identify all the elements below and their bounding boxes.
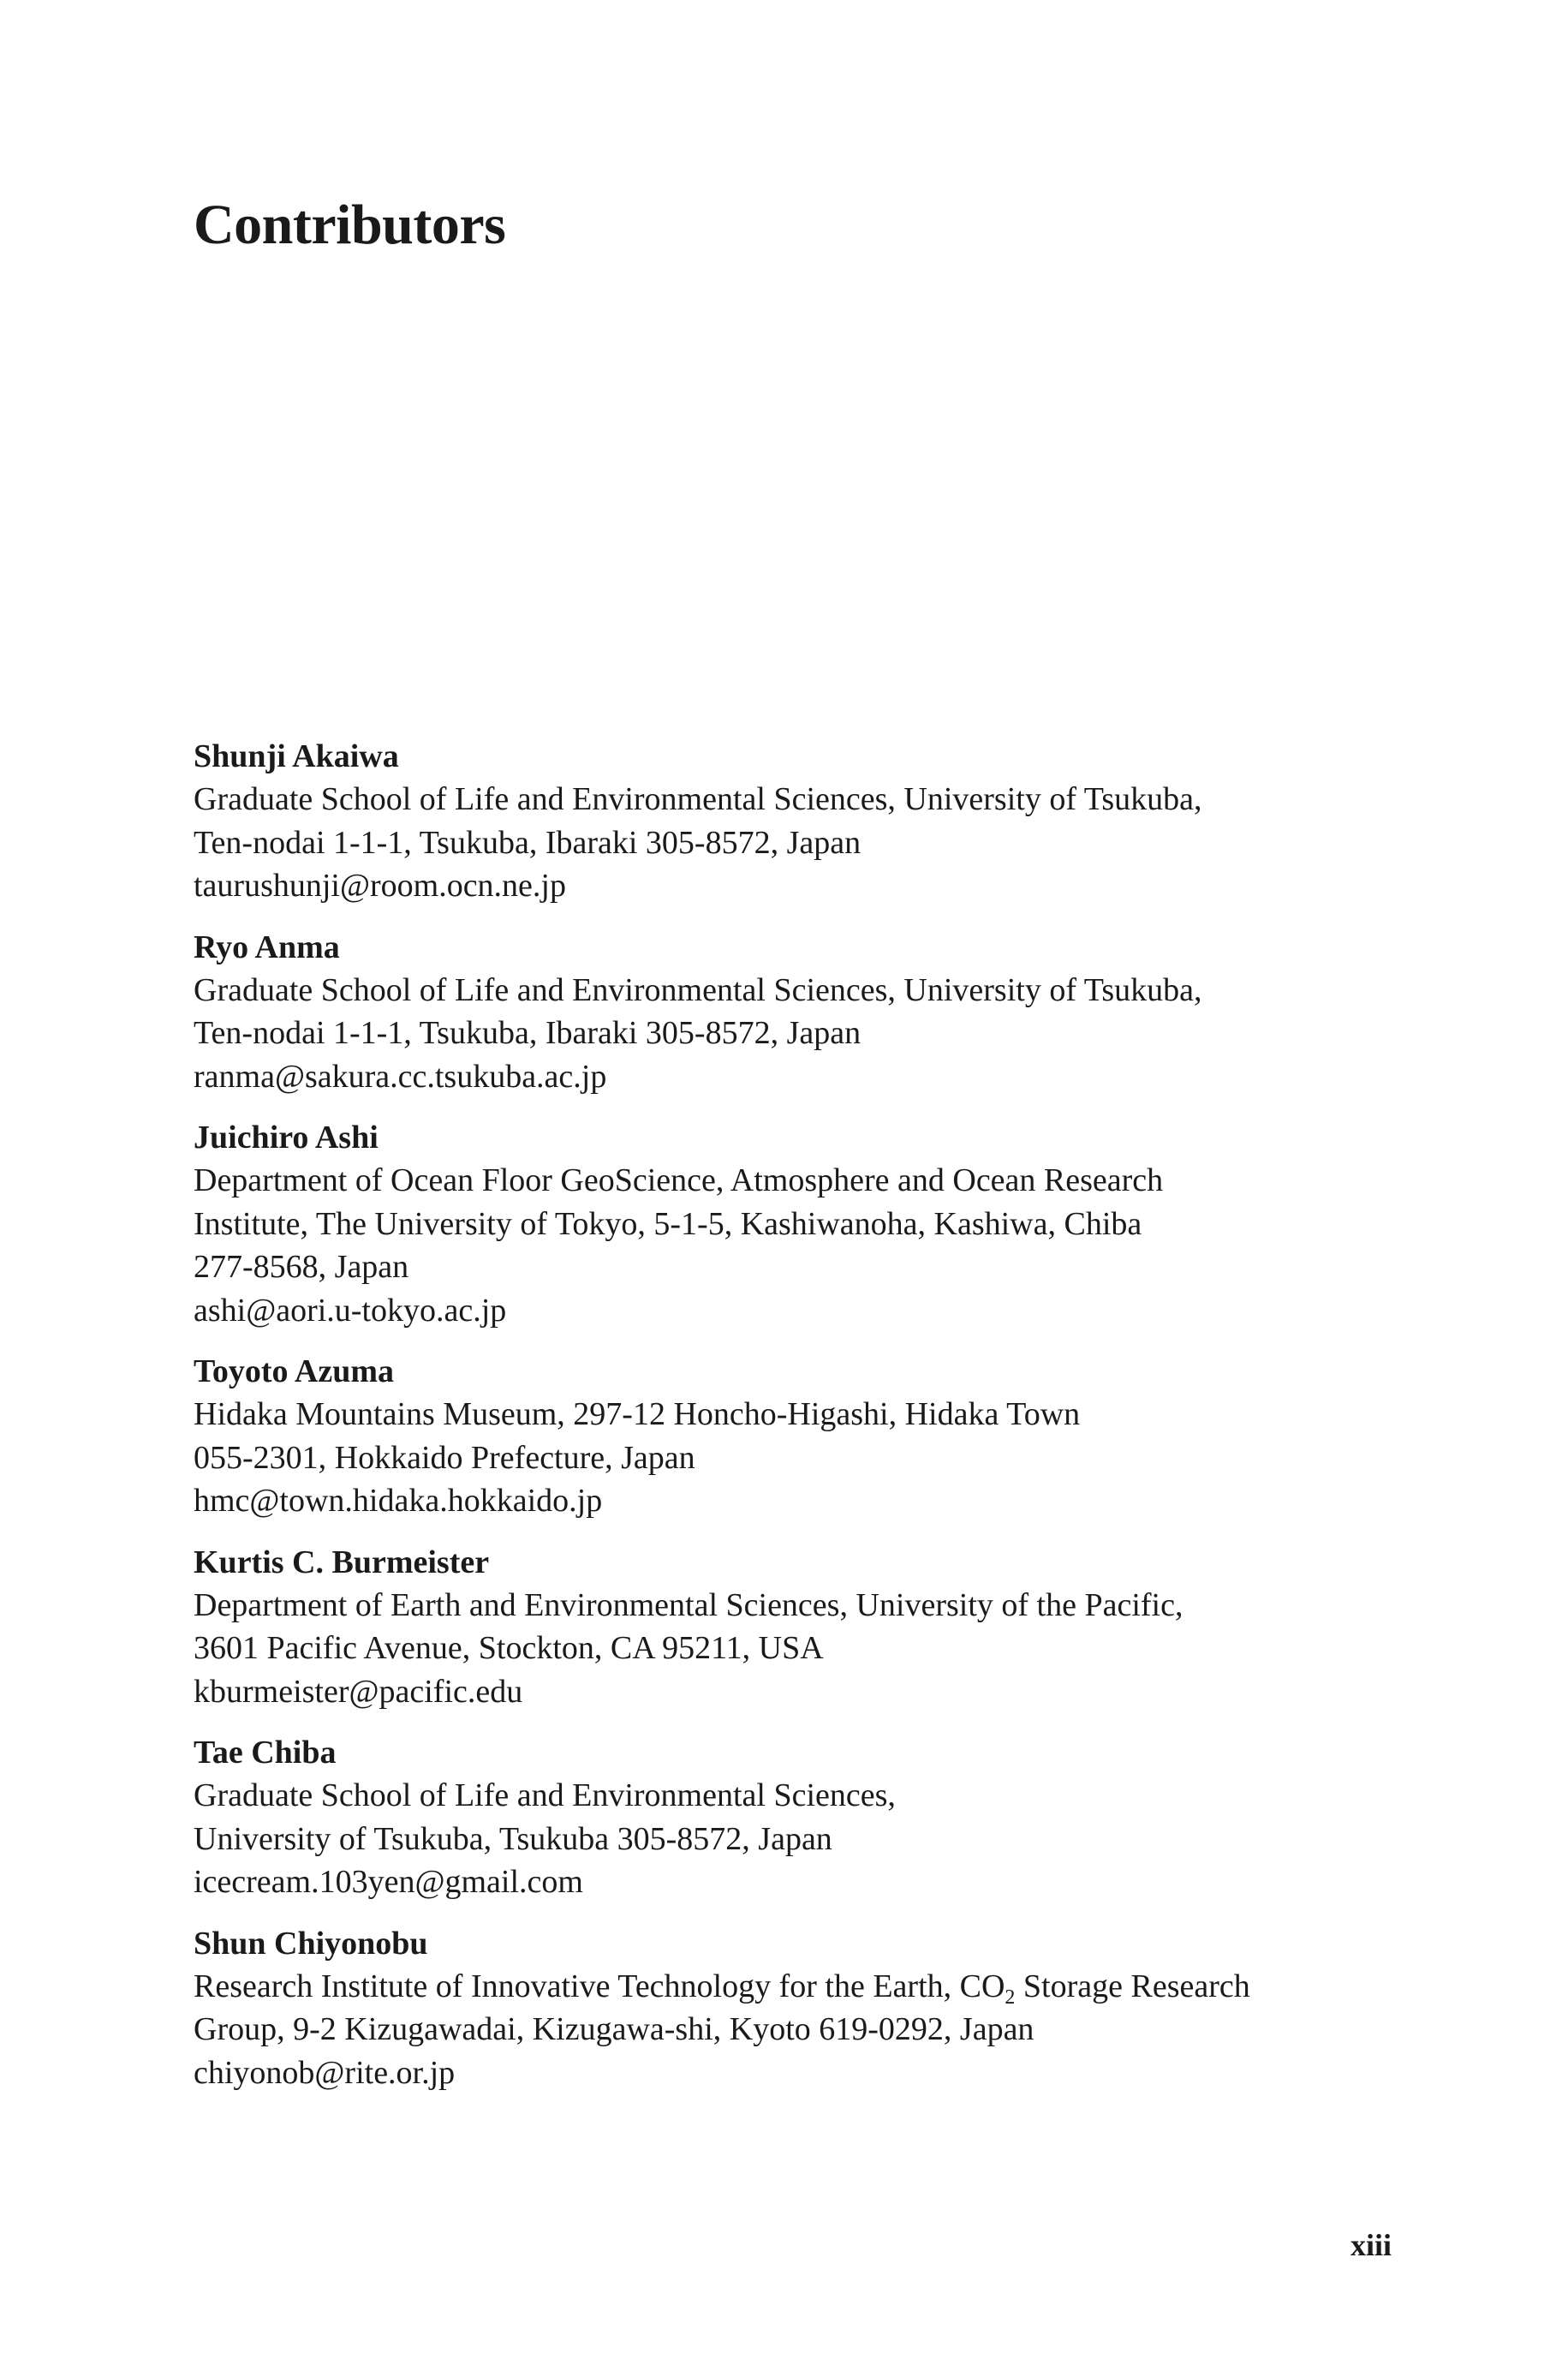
contributor-entry (194, 735, 1410, 908)
contributor-entry (194, 1922, 1410, 2095)
contributor-name: Juichiro Ashi (194, 1120, 379, 1156)
contributor-email: icecream.103yen@gmail.com (194, 1864, 583, 1900)
contributor-affiliation-line: Department of Earth and Environmental Sciences, University of the Pacific, (194, 1586, 1183, 1623)
contributor-entry (194, 1350, 1410, 1523)
contributor-affiliation-line: Department of Ocean Floor GeoScience, Atmosphere and Ocean Research (194, 1162, 1164, 1198)
contributor-email: chiyonob@rite.or.jp (194, 2054, 456, 2091)
contributor-email: hmc@town.hidaka.hokkaido.jp (194, 1483, 603, 1519)
page-number: xiii (1350, 2228, 1392, 2262)
contributor-entry (194, 926, 1410, 1099)
contributor-name: Shunji Akaiwa (194, 738, 399, 774)
contributor-entry (194, 1731, 1410, 1904)
contributor-affiliation-line: Ten-nodai 1-1-1, Tsukuba, Ibaraki 305-8572, Japan (194, 824, 862, 861)
contributor-email: ranma@sakura.cc.tsukuba.ac.jp (194, 1058, 607, 1095)
contributor-name: Shun Chiyonobu (194, 1925, 428, 1962)
contributor-email: kburmeister@pacific.edu (194, 1673, 523, 1710)
contributor-affiliation-line: Graduate School of Life and Environmental Sciences, (194, 1777, 896, 1813)
contributor-affiliation-line: Group, 9-2 Kizugawadai, Kizugawa-shi, Kyoto 619-0292, Japan (194, 2011, 1034, 2047)
contributor-affiliation-line: Research Institute of Innovative Technology for the Earth, $CO_2$ Storage Research (194, 1968, 1250, 2009)
page-title: Contributors (194, 194, 506, 256)
contributor-affiliation-line: Institute, The University of Tokyo, 5-1-5, Kashiwanoha, Kashiwa, Chiba (194, 1205, 1142, 1242)
contributor-email: taurushunji@room.ocn.ne.jp (194, 868, 566, 904)
contributor-name: Ryo Anma (194, 929, 340, 965)
contributor-affiliation-line: Graduate School of Life and Environmental Sciences, University of Tsukuba, (194, 781, 1202, 817)
contributor-name: Toyoto Azuma (194, 1353, 395, 1389)
contributor-affiliation-line: Ten-nodai 1-1-1, Tsukuba, Ibaraki 305-8572, Japan (194, 1015, 862, 1051)
contributor-entry (194, 1116, 1410, 1332)
contributor-name: Kurtis C. Burmeister (194, 1544, 490, 1580)
contributor-name: Tae Chiba (194, 1735, 337, 1771)
contributor-email: ashi@aori.u-tokyo.ac.jp (194, 1292, 507, 1329)
contributor-affiliation-line: 055-2301, Hokkaido Prefecture, Japan (194, 1439, 695, 1476)
contributors-list (194, 735, 1410, 2112)
contributor-entry (194, 1541, 1410, 1714)
contributor-affiliation-line: Graduate School of Life and Environmental Sciences, University of Tsukuba, (194, 971, 1202, 1008)
contributor-affiliation-line: Hidaka Mountains Museum, 297-12 Honcho-Higashi, Hidaka Town (194, 1396, 1081, 1432)
contributor-affiliation-line: 3601 Pacific Avenue, Stockton, CA 95211, USA (194, 1630, 824, 1666)
contributor-affiliation-line: University of Tsukuba, Tsukuba 305-8572, Japan (194, 1820, 832, 1857)
contributor-affiliation-line: 277-8568, Japan (194, 1249, 409, 1285)
